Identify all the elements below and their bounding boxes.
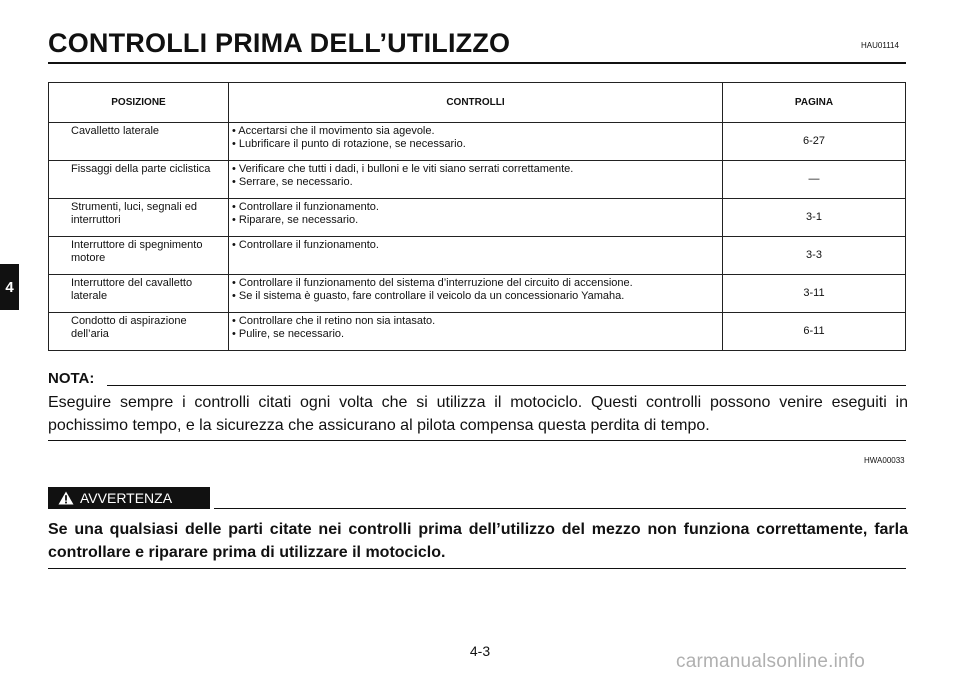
warning-end-rule: [48, 568, 906, 569]
check-item: • Pulire, se necessario.: [232, 328, 345, 340]
row-page: 3-11: [723, 275, 906, 313]
table-row: [49, 275, 906, 313]
check-item: • Riparare, se necessario.: [232, 214, 359, 226]
header-code: HAU01114: [861, 41, 899, 50]
row-page: 3-1: [723, 199, 906, 237]
row-checks: [229, 123, 723, 161]
table-header-row: [49, 83, 906, 123]
table-row: [49, 161, 906, 199]
row-checks: [229, 275, 723, 313]
row-page: 6-11: [723, 313, 906, 351]
header-rule: [48, 62, 906, 64]
check-item: • Controllare il funzionamento del sistema d’interruzione del circuito di accensione.: [232, 277, 633, 289]
table-row: [49, 123, 906, 161]
warning-triangle-icon: [58, 491, 74, 505]
row-checks: [229, 237, 723, 275]
warning-label: AVVERTENZA: [80, 490, 173, 506]
row-checks: [229, 313, 723, 351]
row-position: Interruttore del cavalletto laterale: [49, 275, 229, 313]
row-checks: [229, 199, 723, 237]
row-position: Condotto di aspirazione dell’aria: [49, 313, 229, 351]
row-position: Fissaggi della parte ciclistica: [49, 161, 229, 199]
table-row: [49, 237, 906, 275]
warning-code: HWA00033: [864, 456, 905, 465]
watermark: carmanualsonline.info: [676, 651, 866, 672]
table-row: [49, 313, 906, 351]
warning-heading-rule: [214, 508, 906, 509]
check-item: • Accertarsi che il movimento sia agevole.: [232, 125, 435, 137]
header-page: PAGINA: [723, 83, 906, 123]
nota-text: Eseguire sempre i controlli citati ogni volta che si utilizza il motociclo. Questi controlli possono venire eseguiti in pochissimo tempo, e la sicurezza che assicurano al pilota compensa questa perdita di tempo.: [48, 394, 908, 434]
warning-text: Se una qualsiasi delle parti citate nei controlli prima dell’utilizzo del mezzo non funziona correttamente, farla controllare e riparare prima di utilizzare il motociclo.: [48, 521, 908, 561]
nota-heading: NOTA:: [48, 370, 95, 387]
checks-table: [48, 82, 906, 351]
row-position: Strumenti, luci, segnali ed interruttori: [49, 199, 229, 237]
check-item: • Lubrificare il punto di rotazione, se necessario.: [232, 138, 466, 150]
page-title: CONTROLLI PRIMA DELL’UTILIZZO: [48, 28, 511, 58]
check-item: • Controllare il funzionamento.: [232, 239, 379, 251]
row-page: —: [723, 161, 906, 199]
check-item: • Controllare che il retino non sia intasato.: [232, 315, 436, 327]
row-position: Interruttore di spegnimento motore: [49, 237, 229, 275]
chapter-tab: 4: [0, 264, 19, 310]
nota-heading-rule: [107, 385, 906, 386]
page-number: 4-3: [469, 643, 491, 659]
header-checks: CONTROLLI: [229, 83, 723, 123]
check-item: • Se il sistema è guasto, fare controllare il veicolo da un concessionario Yamaha.: [232, 290, 625, 302]
check-item: • Serrare, se necessario.: [232, 176, 353, 188]
row-position: Cavalletto laterale: [49, 123, 229, 161]
table-row: [49, 199, 906, 237]
row-checks: [229, 161, 723, 199]
row-page: 3-3: [723, 237, 906, 275]
nota-end-rule: [48, 440, 906, 441]
check-item: • Controllare il funzionamento.: [232, 201, 379, 213]
row-page: 6-27: [723, 123, 906, 161]
warning-label-box: [48, 487, 210, 509]
check-item: • Verificare che tutti i dadi, i bulloni e le viti siano serrati correttamente.: [232, 163, 574, 175]
header-position: POSIZIONE: [49, 83, 229, 123]
